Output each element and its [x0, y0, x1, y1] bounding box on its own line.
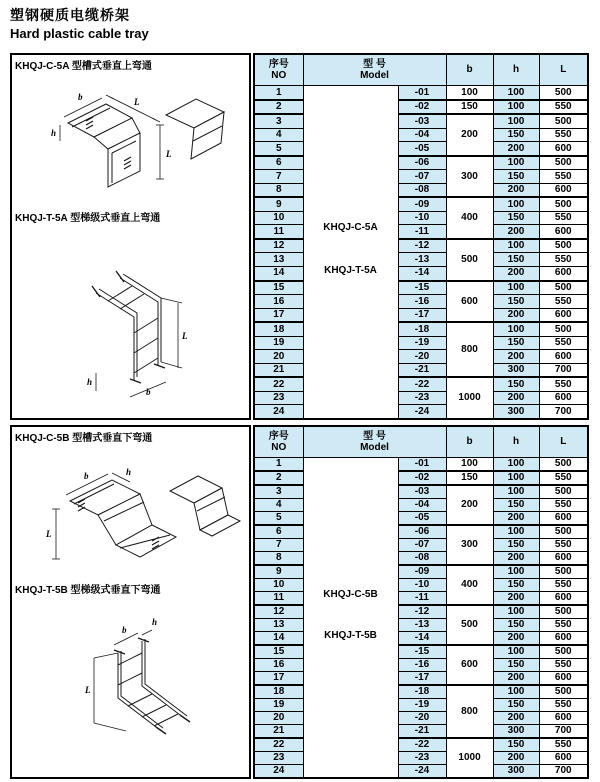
l-value-cell: 550 [539, 211, 588, 225]
h-value-cell: 200 [493, 350, 539, 364]
model-suffix-cell: -21 [398, 724, 446, 738]
model-suffix-cell: -02 [398, 471, 446, 485]
l-value-cell: 600 [539, 512, 588, 526]
h-value-cell: 200 [493, 183, 539, 197]
l-value-cell: 500 [539, 322, 588, 336]
h-value-cell: 100 [493, 86, 539, 100]
col-header-h: h [493, 426, 539, 458]
drawing-panel-5b [10, 425, 251, 779]
row-number-cell: 11 [254, 591, 303, 605]
b-value-cell: 600 [446, 645, 493, 685]
l-value-cell: 550 [539, 539, 588, 552]
dim-label-h: h [152, 617, 158, 627]
model-suffix-cell: -12 [398, 605, 446, 619]
l-value-cell: 550 [539, 100, 588, 115]
row-number-cell: 1 [254, 86, 303, 100]
row-number-cell: 19 [254, 698, 303, 711]
row-number-cell: 12 [254, 605, 303, 619]
h-value-cell: 200 [493, 266, 539, 280]
h-value-cell: 200 [493, 225, 539, 239]
l-value-cell: 500 [539, 114, 588, 128]
l-value-cell: 500 [539, 239, 588, 253]
row-number-cell: 22 [254, 738, 303, 752]
h-value-cell: 150 [493, 499, 539, 512]
col-header-b: b [446, 426, 493, 458]
l-value-cell: 700 [539, 764, 588, 778]
dimension-table-5a [253, 53, 589, 420]
h-value-cell: 200 [493, 631, 539, 645]
ladder-down-bend-drawing [30, 603, 230, 779]
h-value-cell: 300 [493, 405, 539, 419]
row-number-cell: 14 [254, 266, 303, 280]
model-suffix-cell: -17 [398, 671, 446, 685]
model-suffix-cell: -03 [398, 114, 446, 128]
model-suffix-cell: -18 [398, 685, 446, 699]
row-number-cell: 10 [254, 578, 303, 591]
model-suffix-cell: -10 [398, 211, 446, 225]
h-value-cell: 100 [493, 114, 539, 128]
model-suffix-cell: -09 [398, 197, 446, 211]
l-value-cell: 550 [539, 658, 588, 671]
row-number-cell: 8 [254, 183, 303, 197]
model-suffix-cell: -03 [398, 485, 446, 499]
row-number-cell: 15 [254, 645, 303, 659]
l-value-cell: 500 [539, 86, 588, 100]
dim-label-l: L [85, 685, 91, 695]
col-header-model: 型 号 Model [303, 54, 446, 86]
b-value-cell: 400 [446, 197, 493, 239]
row-number-cell: 16 [254, 295, 303, 309]
l-value-cell: 550 [539, 471, 588, 485]
row-number-cell: 16 [254, 658, 303, 671]
row-number-cell: 4 [254, 128, 303, 142]
dim-label-b: b [78, 92, 83, 102]
channel-down-bend-drawing [20, 453, 244, 579]
model-suffix-cell: -20 [398, 711, 446, 724]
l-value-cell: 550 [539, 170, 588, 184]
model-suffix-cell: -04 [398, 128, 446, 142]
b-value-cell: 100 [446, 86, 493, 100]
row-number-cell: 2 [254, 100, 303, 115]
row-number-cell: 5 [254, 512, 303, 526]
l-value-cell: 500 [539, 281, 588, 295]
h-value-cell: 150 [493, 170, 539, 184]
l-value-cell: 600 [539, 350, 588, 364]
model-suffix-cell: -13 [398, 253, 446, 267]
b-value-cell: 600 [446, 281, 493, 323]
model-suffix-cell: -06 [398, 156, 446, 170]
h-value-cell: 150 [493, 738, 539, 752]
model-suffix-cell: -18 [398, 322, 446, 336]
col-header-no: 序号 NO [254, 54, 303, 86]
model-suffix-cell: -21 [398, 363, 446, 377]
model-suffix-cell: -17 [398, 308, 446, 322]
l-value-cell: 550 [539, 253, 588, 267]
b-value-cell: 500 [446, 239, 493, 281]
h-value-cell: 150 [493, 578, 539, 591]
model-suffix-cell: -16 [398, 295, 446, 309]
b-value-cell: 1000 [446, 377, 493, 419]
l-value-cell: 550 [539, 295, 588, 309]
row-number-cell: 3 [254, 485, 303, 499]
model-suffix-cell: -15 [398, 645, 446, 659]
model-suffix-cell: -07 [398, 170, 446, 184]
row-number-cell: 20 [254, 350, 303, 364]
dim-label-b: b [84, 471, 89, 481]
model-suffix-cell: -12 [398, 239, 446, 253]
model-suffix-cell: -20 [398, 350, 446, 364]
col-header-h: h [493, 54, 539, 86]
section-5b [10, 425, 587, 779]
b-value-cell: 200 [446, 485, 493, 525]
row-number-cell: 7 [254, 539, 303, 552]
table-header-row [254, 426, 588, 458]
dim-label-b: b [122, 625, 127, 635]
l-value-cell: 500 [539, 458, 588, 472]
row-number-cell: 1 [254, 458, 303, 472]
b-value-cell: 150 [446, 471, 493, 485]
h-value-cell: 150 [493, 377, 539, 391]
col-header-l: L [539, 54, 588, 86]
model-suffix-cell: -14 [398, 266, 446, 280]
h-value-cell: 150 [493, 618, 539, 631]
drawing-panel-5a [10, 53, 251, 420]
panel-caption-ladder: KHQJ-T-5B 型梯级式垂直下弯通 [15, 585, 161, 596]
h-value-cell: 150 [493, 658, 539, 671]
col-header-no: 序号 NO [254, 426, 303, 458]
dim-label-l: L [134, 97, 140, 107]
row-number-cell: 15 [254, 281, 303, 295]
page-title-en: Hard plastic cable tray [10, 26, 149, 41]
h-value-cell: 200 [493, 512, 539, 526]
l-value-cell: 500 [539, 645, 588, 659]
panel-caption-ladder: KHQJ-T-5A 型梯级式垂直上弯通 [15, 213, 161, 224]
model-suffix-cell: -07 [398, 539, 446, 552]
l-value-cell: 700 [539, 724, 588, 738]
l-value-cell: 500 [539, 685, 588, 699]
h-value-cell: 150 [493, 336, 539, 350]
row-number-cell: 14 [254, 631, 303, 645]
l-value-cell: 600 [539, 751, 588, 764]
row-number-cell: 18 [254, 685, 303, 699]
h-value-cell: 150 [493, 539, 539, 552]
h-value-cell: 150 [493, 211, 539, 225]
l-value-cell: 500 [539, 485, 588, 499]
model-suffix-cell: -24 [398, 764, 446, 778]
l-value-cell: 500 [539, 565, 588, 579]
model-suffix-cell: -08 [398, 183, 446, 197]
row-number-cell: 3 [254, 114, 303, 128]
h-value-cell: 200 [493, 711, 539, 724]
model-suffix-cell: -01 [398, 458, 446, 472]
channel-up-bend-drawing [20, 83, 244, 205]
model-suffix-cell: -05 [398, 142, 446, 156]
l-value-cell: 600 [539, 591, 588, 605]
l-value-cell: 600 [539, 266, 588, 280]
row-number-cell: 21 [254, 724, 303, 738]
h-value-cell: 100 [493, 605, 539, 619]
row-number-cell: 6 [254, 156, 303, 170]
h-value-cell: 200 [493, 551, 539, 565]
row-number-cell: 17 [254, 308, 303, 322]
h-value-cell: 100 [493, 565, 539, 579]
l-value-cell: 550 [539, 377, 588, 391]
row-number-cell: 8 [254, 551, 303, 565]
h-value-cell: 300 [493, 363, 539, 377]
row-number-cell: 13 [254, 618, 303, 631]
model-suffix-cell: -19 [398, 336, 446, 350]
model-suffix-cell: -10 [398, 578, 446, 591]
panel-caption-channel: KHQJ-C-5A 型槽式垂直上弯通 [15, 61, 152, 72]
l-value-cell: 600 [539, 225, 588, 239]
h-value-cell: 200 [493, 671, 539, 685]
l-value-cell: 600 [539, 671, 588, 685]
cover-drawing [166, 99, 224, 159]
b-value-cell: 800 [446, 685, 493, 738]
h-value-cell: 150 [493, 128, 539, 142]
h-value-cell: 100 [493, 197, 539, 211]
l-value-cell: 600 [539, 391, 588, 405]
row-number-cell: 23 [254, 391, 303, 405]
h-value-cell: 100 [493, 685, 539, 699]
model-suffix-cell: -11 [398, 591, 446, 605]
row-number-cell: 7 [254, 170, 303, 184]
dimension-table-5b [253, 425, 589, 779]
row-number-cell: 4 [254, 499, 303, 512]
model-suffix-cell: -22 [398, 377, 446, 391]
l-value-cell: 600 [539, 711, 588, 724]
dim-label-b: b [146, 387, 151, 397]
h-value-cell: 100 [493, 156, 539, 170]
row-number-cell: 18 [254, 322, 303, 336]
h-value-cell: 200 [493, 591, 539, 605]
row-number-cell: 22 [254, 377, 303, 391]
model-name-ladder: KHQJ-T-5A [324, 265, 377, 277]
row-number-cell: 5 [254, 142, 303, 156]
row-number-cell: 19 [254, 336, 303, 350]
panel-caption-channel: KHQJ-C-5B 型槽式垂直下弯通 [15, 433, 153, 444]
b-value-cell: 400 [446, 565, 493, 605]
b-value-cell: 1000 [446, 738, 493, 778]
h-value-cell: 200 [493, 308, 539, 322]
model-name-ladder: KHQJ-T-5B [324, 630, 377, 642]
h-value-cell: 100 [493, 645, 539, 659]
model-suffix-cell: -14 [398, 631, 446, 645]
model-name-channel: KHQJ-C-5B [323, 588, 378, 600]
model-suffix-cell: -04 [398, 499, 446, 512]
model-suffix-cell: -15 [398, 281, 446, 295]
dim-label-l: L [46, 529, 52, 539]
h-value-cell: 300 [493, 764, 539, 778]
model-suffix-cell: -01 [398, 86, 446, 100]
row-number-cell: 21 [254, 363, 303, 377]
b-value-cell: 300 [446, 525, 493, 565]
b-value-cell: 300 [446, 156, 493, 198]
h-value-cell: 200 [493, 142, 539, 156]
row-number-cell: 17 [254, 671, 303, 685]
h-value-cell: 150 [493, 295, 539, 309]
row-number-cell: 24 [254, 764, 303, 778]
h-value-cell: 100 [493, 485, 539, 499]
l-value-cell: 600 [539, 183, 588, 197]
row-number-cell: 9 [254, 565, 303, 579]
l-value-cell: 550 [539, 336, 588, 350]
model-suffix-cell: -11 [398, 225, 446, 239]
section-5a [10, 53, 587, 420]
row-number-cell: 12 [254, 239, 303, 253]
page-header [10, 5, 149, 41]
b-value-cell: 150 [446, 100, 493, 115]
dim-label-l2: L [166, 149, 172, 159]
dim-label-h: h [51, 128, 57, 138]
model-suffix-cell: -24 [398, 405, 446, 419]
page-title-zh: 塑钢硬质电缆桥架 [10, 7, 130, 23]
h-value-cell: 100 [493, 471, 539, 485]
model-suffix-cell: -09 [398, 565, 446, 579]
table-header-row [254, 54, 588, 86]
h-value-cell: 200 [493, 751, 539, 764]
l-value-cell: 550 [539, 618, 588, 631]
b-value-cell: 100 [446, 458, 493, 472]
row-number-cell: 2 [254, 471, 303, 485]
l-value-cell: 700 [539, 363, 588, 377]
l-value-cell: 700 [539, 405, 588, 419]
l-value-cell: 600 [539, 142, 588, 156]
model-suffix-cell: -06 [398, 525, 446, 539]
table-row [254, 86, 588, 100]
h-value-cell: 100 [493, 239, 539, 253]
l-value-cell: 600 [539, 308, 588, 322]
l-value-cell: 600 [539, 551, 588, 565]
ladder-up-bend-drawing [30, 233, 230, 415]
h-value-cell: 100 [493, 458, 539, 472]
table-row [254, 458, 588, 472]
h-value-cell: 100 [493, 281, 539, 295]
b-value-cell: 500 [446, 605, 493, 645]
model-name-channel: KHQJ-C-5A [323, 222, 378, 234]
h-value-cell: 300 [493, 724, 539, 738]
h-value-cell: 150 [493, 253, 539, 267]
model-cell [303, 458, 398, 779]
b-value-cell: 200 [446, 114, 493, 156]
dim-label-l: L [182, 331, 188, 341]
model-suffix-cell: -08 [398, 551, 446, 565]
col-header-b: b [446, 54, 493, 86]
h-value-cell: 150 [493, 698, 539, 711]
col-header-l: L [539, 426, 588, 458]
l-value-cell: 600 [539, 631, 588, 645]
row-number-cell: 20 [254, 711, 303, 724]
row-number-cell: 6 [254, 525, 303, 539]
row-number-cell: 13 [254, 253, 303, 267]
model-cell [303, 86, 398, 420]
h-value-cell: 100 [493, 100, 539, 115]
h-value-cell: 200 [493, 391, 539, 405]
l-value-cell: 500 [539, 605, 588, 619]
row-number-cell: 23 [254, 751, 303, 764]
dim-label-h: h [126, 467, 132, 477]
model-suffix-cell: -22 [398, 738, 446, 752]
row-number-cell: 11 [254, 225, 303, 239]
l-value-cell: 550 [539, 578, 588, 591]
row-number-cell: 24 [254, 405, 303, 419]
model-suffix-cell: -16 [398, 658, 446, 671]
col-header-model: 型 号 Model [303, 426, 446, 458]
model-suffix-cell: -19 [398, 698, 446, 711]
model-suffix-cell: -23 [398, 751, 446, 764]
row-number-cell: 10 [254, 211, 303, 225]
model-suffix-cell: -13 [398, 618, 446, 631]
model-suffix-cell: -05 [398, 512, 446, 526]
h-value-cell: 100 [493, 322, 539, 336]
model-suffix-cell: -02 [398, 100, 446, 115]
model-suffix-cell: -23 [398, 391, 446, 405]
cover-drawing [170, 476, 240, 536]
l-value-cell: 500 [539, 525, 588, 539]
l-value-cell: 550 [539, 738, 588, 752]
h-value-cell: 100 [493, 525, 539, 539]
l-value-cell: 500 [539, 156, 588, 170]
row-number-cell: 9 [254, 197, 303, 211]
l-value-cell: 550 [539, 128, 588, 142]
b-value-cell: 800 [446, 322, 493, 377]
l-value-cell: 550 [539, 698, 588, 711]
l-value-cell: 550 [539, 499, 588, 512]
dim-label-h: h [87, 377, 93, 387]
l-value-cell: 500 [539, 197, 588, 211]
